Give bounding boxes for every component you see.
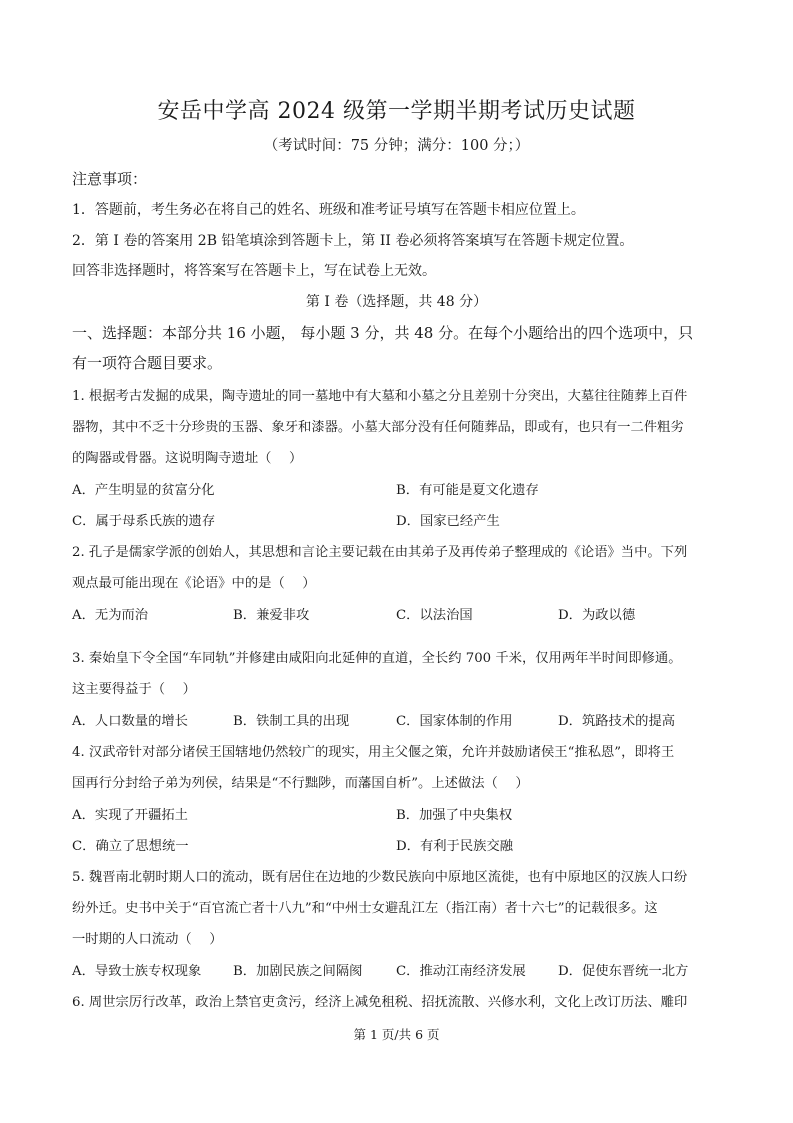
section-intro: 一、选择题：本部分共 16 小题， 每小题 3 分，共 48 分。在每个小题给出的四个选项中，只 — [72, 324, 694, 342]
question-2-option-a: A．无为而治 — [72, 608, 149, 623]
notice-item: 1．答题前，考生务必在将自己的姓名、班级和准考证号填写在答题卡相应位置上。 — [72, 202, 585, 218]
question-4-text: 国再行分封给子弟为列侯，结果是“不行黜陟，而藩国自析”。上述做法（ ） — [72, 776, 529, 791]
question-3-option-d: D．筑路技术的提高 — [558, 714, 676, 729]
question-2-option-c: C．以法治国 — [396, 608, 473, 623]
page-footer: 第 1 页/共 6 页 — [353, 1027, 440, 1042]
question-1-option-b: B．有可能是夏文化遗存 — [396, 483, 539, 498]
question-2-text: 观点最可能出现在《论语》中的是（ ） — [72, 576, 316, 591]
question-5-text: 一时期的人口流动（ ） — [72, 932, 223, 947]
question-5-option-d: D．促使东晋统一北方 — [558, 964, 689, 979]
notice-item: 回答非选择题时，将答案写在答题卡上，写在试卷上无效。 — [72, 263, 436, 279]
question-4-text: 4. 汉武帝针对部分诸侯王国辖地仍然较广的现实，用主父偃之策，允许并鼓励诸侯王“推私恩”，即将王 — [72, 745, 675, 760]
question-2-option-b: B．兼爱非攻 — [233, 608, 310, 623]
question-6-text: 6. 周世宗厉行改革，政治上禁官吏贪污，经济上减免租税、招抚流散、兴修水利，文化上改订历法、雕印 — [72, 995, 688, 1010]
question-5-option-a: A．导致士族专权现象 — [72, 964, 202, 979]
exam-time-info: （考试时间：75 分钟；满分：100 分；） — [263, 138, 530, 154]
question-1-text: 的陶器或骨器。这说明陶寺遗址（ ） — [72, 451, 303, 466]
question-3-option-b: B．铁制工具的出现 — [233, 714, 350, 729]
question-1-text: 1. 根据考古发掘的成果，陶寺遗址的同一墓地中有大墓和小墓之分且差别十分突出，大墓往往随葬上百件 — [72, 389, 688, 404]
question-3-option-c: C．国家体制的作用 — [396, 714, 513, 729]
question-2-option-d: D．为政以德 — [558, 608, 636, 623]
question-3-text: 这主要得益于（ ） — [72, 682, 196, 697]
question-4-option-a: A．实现了开疆拓土 — [72, 808, 188, 823]
question-4-option-c: C．确立了思想统一 — [72, 839, 189, 854]
page-title: 安岳中学高 2024 级第一学期半期考试历史试题 — [157, 99, 636, 124]
question-5-option-b: B．加剧民族之间隔阂 — [233, 964, 363, 979]
question-4-option-b: B．加强了中央集权 — [396, 808, 513, 823]
question-5-option-c: C．推动江南经济发展 — [396, 964, 526, 979]
notice-heading: 注意事项： — [72, 170, 148, 188]
notice-item: 2．第 I 卷的答案用 2B 铅笔填涂到答题卡上，第 II 卷必须将答案填写在答题卡规定位置。 — [72, 233, 634, 249]
question-1-option-c: C．属于母系氏族的遗存 — [72, 514, 216, 529]
section-heading: 第 I 卷（选择题，共 48 分） — [305, 294, 488, 310]
question-2-text: 2. 孔子是儒家学派的创始人，其思想和言论主要记载在由其弟子及再传弟子整理成的《论语》当中。下列 — [72, 545, 688, 560]
question-1-option-a: A．产生明显的贫富分化 — [72, 483, 215, 498]
question-1-option-d: D．国家已经产生 — [396, 514, 500, 529]
question-4-option-d: D．有利于民族交融 — [396, 839, 514, 854]
question-3-text: 3. 秦始皇下令全国“车同轨”并修建由咸阳向北延伸的直道，全长约 700 千米，仅用两年半时间即修通。 — [72, 651, 682, 666]
question-1-text: 器物，其中不乏十分珍贵的玉器、象牙和漆器。小墓大部分没有任何随葬品，即或有，也只有一二件粗劣 — [72, 420, 684, 435]
question-5-text: 纷外迁。史书中关于“百官流亡者十八九”和“中州士女避乱江左（指江南）者十六七”的记载很多。这 — [72, 901, 658, 916]
question-3-option-a: A．人口数量的增长 — [72, 714, 188, 729]
question-5-text: 5. 魏晋南北朝时期人口的流动，既有居住在边地的少数民族向中原地区流徙，也有中原地区的汉族人口纷 — [72, 870, 688, 885]
section-intro: 有一项符合题目要求。 — [72, 354, 223, 372]
